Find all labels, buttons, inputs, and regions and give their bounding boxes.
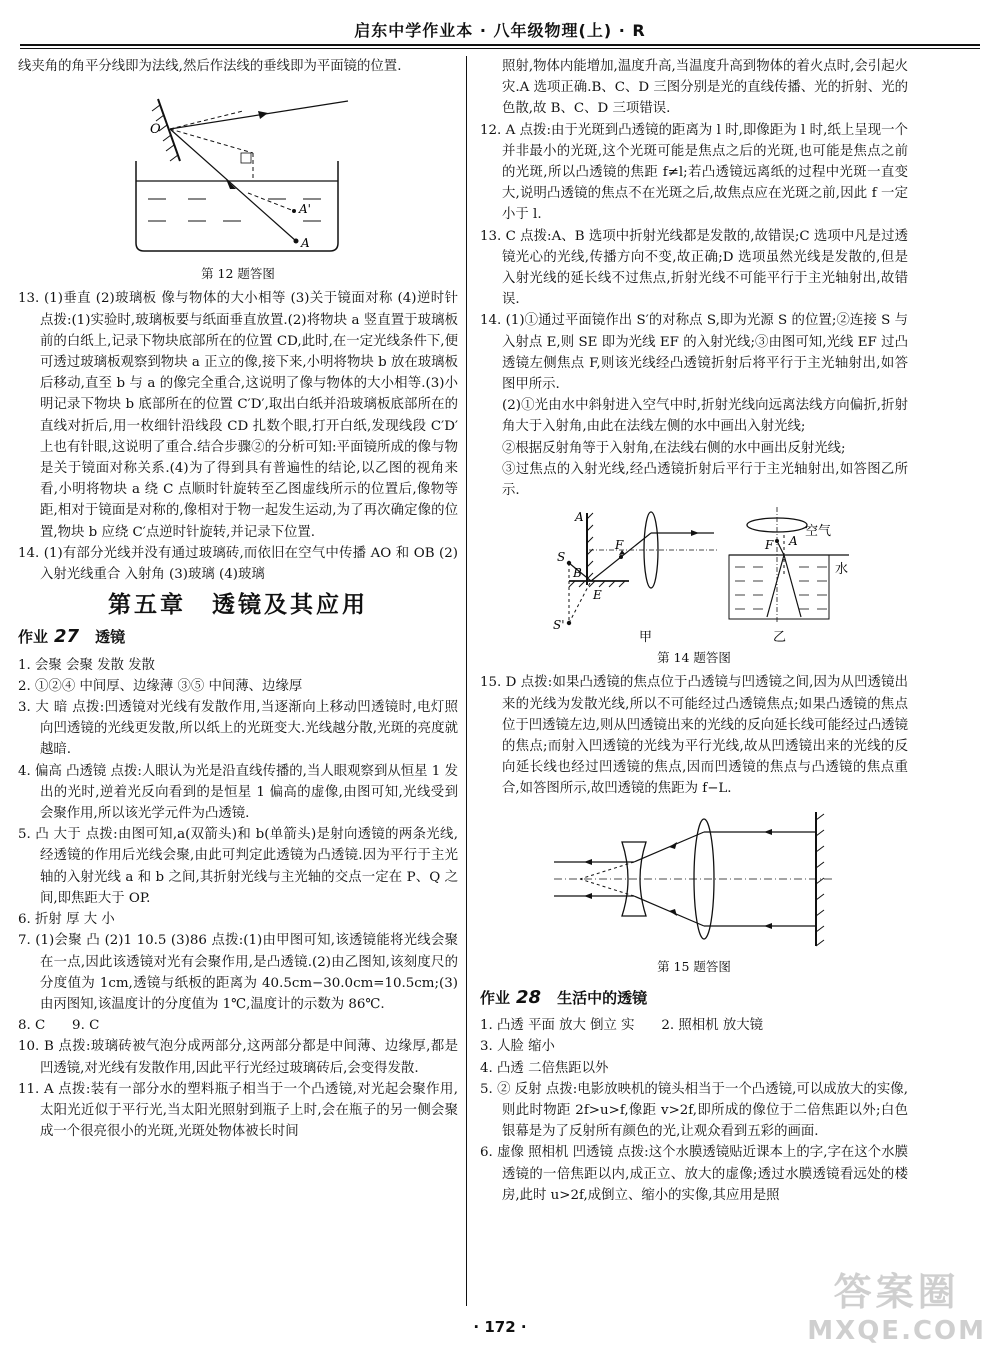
arrow-mid-bottom (669, 909, 677, 916)
label-o: O (150, 122, 161, 138)
label-air: 空气 (805, 524, 832, 540)
answer-28-5: 5. ② 反射 点拨:电影放映机的镜头相当于一个凸透镜,可以成放大的实像,则此时物距 2f>u>f,像距 v>2f,即所成的像位于二倍焦距以外;白色银幕是为了反射所有颜色的光,让观众看到五彩的画面. (480, 1081, 908, 1140)
virtual-bottom (580, 879, 634, 896)
figure-14-caption: 第 14 题答图 (657, 650, 731, 666)
chapter-title: 第五章 透镜及其应用 (108, 592, 368, 619)
answer-13-right: 13. C 点拨:A、B 选项中折射光线都是发散的,故错误;C 选项中凡是过透镜光心的光线,传播方向不变,故正确;D 选项虽然光线是发散的,但是入射光线的延长线不过焦点,折射光线不可能平行于主光轴射出,故错误. (480, 228, 908, 308)
page-number: · 172 · (473, 1318, 527, 1336)
label-s: S (557, 550, 566, 565)
wall-hatch (816, 814, 824, 946)
watermark-line2: MXQE.COM (807, 1316, 986, 1346)
answer-27-10: 10. B 点拨:玻璃砖被气泡分成两部分,这两部分都是中间薄、边缘厚,都是凹透镜,对光线有发散作用,因此平行光经过玻璃砖后,会变得发散. (18, 1039, 458, 1076)
answer-28-3: 3. 人脸 缩小 (480, 1039, 555, 1055)
reflected-ray (170, 129, 296, 241)
homework-title: 透镜 (95, 628, 126, 647)
label-jia: 甲 (639, 630, 653, 646)
figure-14-yi (729, 507, 849, 645)
dashed-image-ray (569, 581, 591, 623)
answer-27-7: 7. (1)会聚 凸 (2)1 10.5 (3)86 点拨:(1)由甲图可知,该透镜能将光线会聚在一点,因此该透镜对光有会聚作用,是凸透镜.(2)由乙图知,该刻度尺的分度值为 1cm,透镜与纸板的距离为 40.5cm−30.0cm=10.5cm;(3)由丙图知,该温度计的分度值为 1℃,温度计的示数为 86℃. (18, 933, 458, 1012)
focus-f (619, 555, 623, 559)
page-header: 启东中学作业本 · 八年级物理(上) · R (354, 21, 646, 40)
label-a2: A (789, 534, 798, 549)
label-a-prime: A' (299, 202, 311, 217)
figure-12 (118, 81, 358, 261)
homework-number: 28 (516, 986, 542, 1008)
mirror-line (158, 99, 180, 161)
arrow-top (764, 829, 772, 835)
label-a: A (301, 236, 310, 251)
arrow-mid-top (669, 842, 677, 849)
label-water: 水 (835, 562, 849, 578)
answer-27-1: 1. 会聚 会聚 发散 发散 (18, 657, 155, 673)
reflected-in-water (784, 555, 801, 617)
incident-in-water (767, 555, 784, 617)
virtual-top (580, 862, 634, 879)
watermark (807, 1261, 986, 1346)
focus-f2 (775, 539, 779, 543)
answer-27-11: 11. A 点拨:装有一部分水的塑料瓶子相当于一个凸透镜,对光起会聚作用,太阳光近似于平行光,当太阳光照射到瓶子上时,会在瓶子的另一侧会聚成一个很亮很小的光斑,光斑处物体被长时间 (18, 1081, 458, 1140)
dashed-to-a-prime (248, 193, 294, 211)
answer-14-part2: (2)①光由水中斜射进入空气中时,折射光线向远离法线方向偏折,折射角大于入射角,由此在法线左侧的水中画出入射光线; (502, 398, 908, 435)
answer-27-2: 2. ①②④ 中间厚、边缘薄 ③⑤ 中间薄、边缘厚 (18, 678, 303, 694)
continued-paragraph: 照射,物体内能增加,温度升高,当温度升高到物体的着火点时,会引起火灾.A 选项正确.B、C、D 三图分别是光的直线传播、光的折射、光的色散,故 B、C、D 三项错误. (502, 59, 908, 117)
right-column (480, 56, 908, 1206)
header-rule (20, 44, 980, 46)
point-s-prime (567, 621, 571, 625)
arrow-out-bottom (584, 893, 592, 899)
label-a: A (575, 510, 584, 525)
answer-13: 13. (1)垂直 (2)玻璃板 像与物体的大小相等 (3)关于镜面对称 (4)逆时针 点拨:(1)实验时,玻璃板要与纸面垂直放置.(2)将物块 a 竖直置于玻璃板前的白纸上,记录下物块底部所在的位置 CD,此时,在一定光线条件下,便可透过玻璃板观察到物块 a 正立的像,接下来,小明将物块 b 放在玻璃板后移动,直至 b 与 a 的像完全重合,这说明了像与物体的大小相等.(3)小明记录下物块 b 底部所在的位置 C′D′,取出白纸并沿玻璃板底部所在的直线对折后,用一枚细针沿线段 CD 扎数个眼,打开白纸,发现线段 C′D′ 上也有针眼,这说明了重合.结合步骤②的分析可知:平面镜所成的像与物是关于镜面对称关系.(4)为了得到具有普遍性的结论,以乙图的视角来看,小明将物块 a 绕 C 点顺时针旋转至乙图虚线所示的位置后,像物等距,相对于镜面是对称的,像相对于物一起发生运动,为了再次确定像的位置,物块 b 应绕 C′点逆时针旋转,并记录下位置. (18, 291, 458, 540)
homework-prefix: 作业 (18, 628, 49, 647)
label-yi: 乙 (773, 630, 787, 646)
left-column (18, 56, 458, 1142)
answer-15: 15. D 点拨:如果凸透镜的焦点位于凸透镜与凹透镜之间,因为从凹透镜出来的光线为发散光线,所以不可能经过凸透镜焦点;如果凸透镜的焦点位于凹透镜左边,则从凹透镜出来的光线的反向延长线可能经过凸透镜的焦点;而射入凹透镜的光线为平行光线,故从凹透镜出来的光线的反向延长线也经过凹透镜的焦点,因而凹透镜的焦点与凸透镜的焦点重合,如答图所示,故凹透镜的焦距为 f−L. (480, 675, 908, 797)
intro-paragraph: 线夹角的角平分线即为法线,然后作法线的垂线即为平面镜的位置. (18, 59, 402, 74)
right-angle-mark (241, 153, 251, 163)
answer-28-4: 4. 凸透 二倍焦距以外 (480, 1060, 609, 1076)
water-dashes (735, 567, 827, 609)
point-s (567, 561, 571, 565)
homework-27-heading (18, 626, 458, 648)
figure-14 (529, 505, 859, 645)
arrow-out-top (584, 859, 592, 865)
point-a-prime (292, 209, 296, 213)
header-rule-thin (20, 48, 980, 49)
answer-14-part1: 14. (1)①通过平面镜作出 S′的对称点 S,即为光源 S 的位置;②连接 S 与入射点 E,则 SE 即为光线 EF 的入射光线;③由图可知,光线 EF 过凸透镜左侧焦点 F,则该光线经凸透镜折射后将平行于主光轴射出,如答图甲所示. (480, 313, 908, 393)
answer-27-6: 6. 折射 厚 大 小 (18, 912, 115, 928)
dashed-image-path (170, 129, 253, 153)
label-f2: F (765, 538, 774, 553)
answer-27-5: 5. 凸 大于 点拨:由图可知,a(双箭头)和 b(单箭头)是射向透镜的两条光线,经透镜的作用后光线会聚,由此可判定此透镜为凸透镜.因为平行于主光轴的入射光线 a 和 b 之间,其折射光线与主光轴的交点一定在 P、Q 之间,即焦距大于 OP. (18, 827, 458, 906)
label-s-prime: S' (553, 618, 565, 633)
arrow-out (691, 530, 699, 536)
water-tank (729, 555, 829, 619)
ground-hatch (569, 581, 625, 587)
answer-28-6: 6. 虚像 照相机 凹透镜 点拨:这个水膜透镜贴近课本上的字,字在这个水膜透镜的一倍焦距以内,成正立、放大的虚像;透过水膜透镜看远处的楼房,此时 u>2f,成倒立、缩小的实像,其应用是照 (480, 1145, 908, 1203)
column-divider (466, 56, 467, 1306)
answer-27-3: 3. 大 暗 点拨:凹透镜对光线有发散作用,当逐渐向上移动凹透镜时,电灯照向凹透镜的光线更发散,所以纸上的光斑变大.光线越分散,光斑的亮度就越暗. (18, 700, 458, 758)
answer-12: 12. A 点拨:由于光斑到凸透镜的距离为 l 时,即像距为 l 时,纸上呈现一个并非最小的光斑,这个光斑可能是焦点之后的光斑,也可能是焦点之前的光斑,所以凸透镜的焦距 f≠l;若凸透镜远离纸的过程中光斑一直变大,说明凸透镜的焦点不在光斑之后,故焦点应在光斑之前,因此 f 一定小于 l. (480, 122, 908, 223)
homework-28-heading (480, 987, 908, 1009)
figure-15 (544, 804, 844, 954)
answer-14-part4: ③过焦点的入射光线,经凸透镜折射后平行于主光轴射出,如答图乙所示. (502, 461, 908, 499)
refracted-ray (777, 541, 784, 555)
answer-14: 14. (1)有部分光线并没有通过玻璃砖,而依旧在空气中传播 AO 和 OB (2)入射光线重合 入射角 (3)玻璃 (4)玻璃 (18, 545, 458, 583)
answer-14-part3: ②根据反射角等于入射角,在法线右侧的水中画出反射光线; (502, 440, 846, 456)
figure-15-caption: 第 15 题答图 (657, 958, 731, 974)
answer-27-8-9: 8. C 9. C (18, 1018, 100, 1034)
answer-28-1-2: 1. 凸透 平面 放大 倒立 实 2. 照相机 放大镜 (480, 1018, 763, 1034)
figure-12-caption: 第 12 题答图 (201, 266, 275, 282)
label-f: F (615, 538, 624, 553)
homework-prefix: 作业 (480, 988, 511, 1007)
answer-27-4: 4. 偏高 凸透镜 点拨:人眼认为光是沿直线传播的,当人眼观察到从恒星 1 发出的光时,逆着光反向看到的是恒星 1 偏高的虚像,由图可知,光线受到会聚作用,所以该光学元件为凸透镜. (18, 763, 458, 822)
ray-arrow (258, 111, 268, 119)
homework-number: 27 (54, 626, 80, 648)
label-b: B (573, 566, 582, 581)
label-e: E (593, 588, 602, 603)
figure-14-jia (553, 510, 719, 645)
homework-title: 生活中的透镜 (557, 988, 648, 1007)
point-a (294, 239, 299, 244)
normal-line (170, 111, 243, 129)
watermark-line1: 答案圈 (833, 1270, 960, 1314)
arrow-bottom (764, 923, 772, 929)
